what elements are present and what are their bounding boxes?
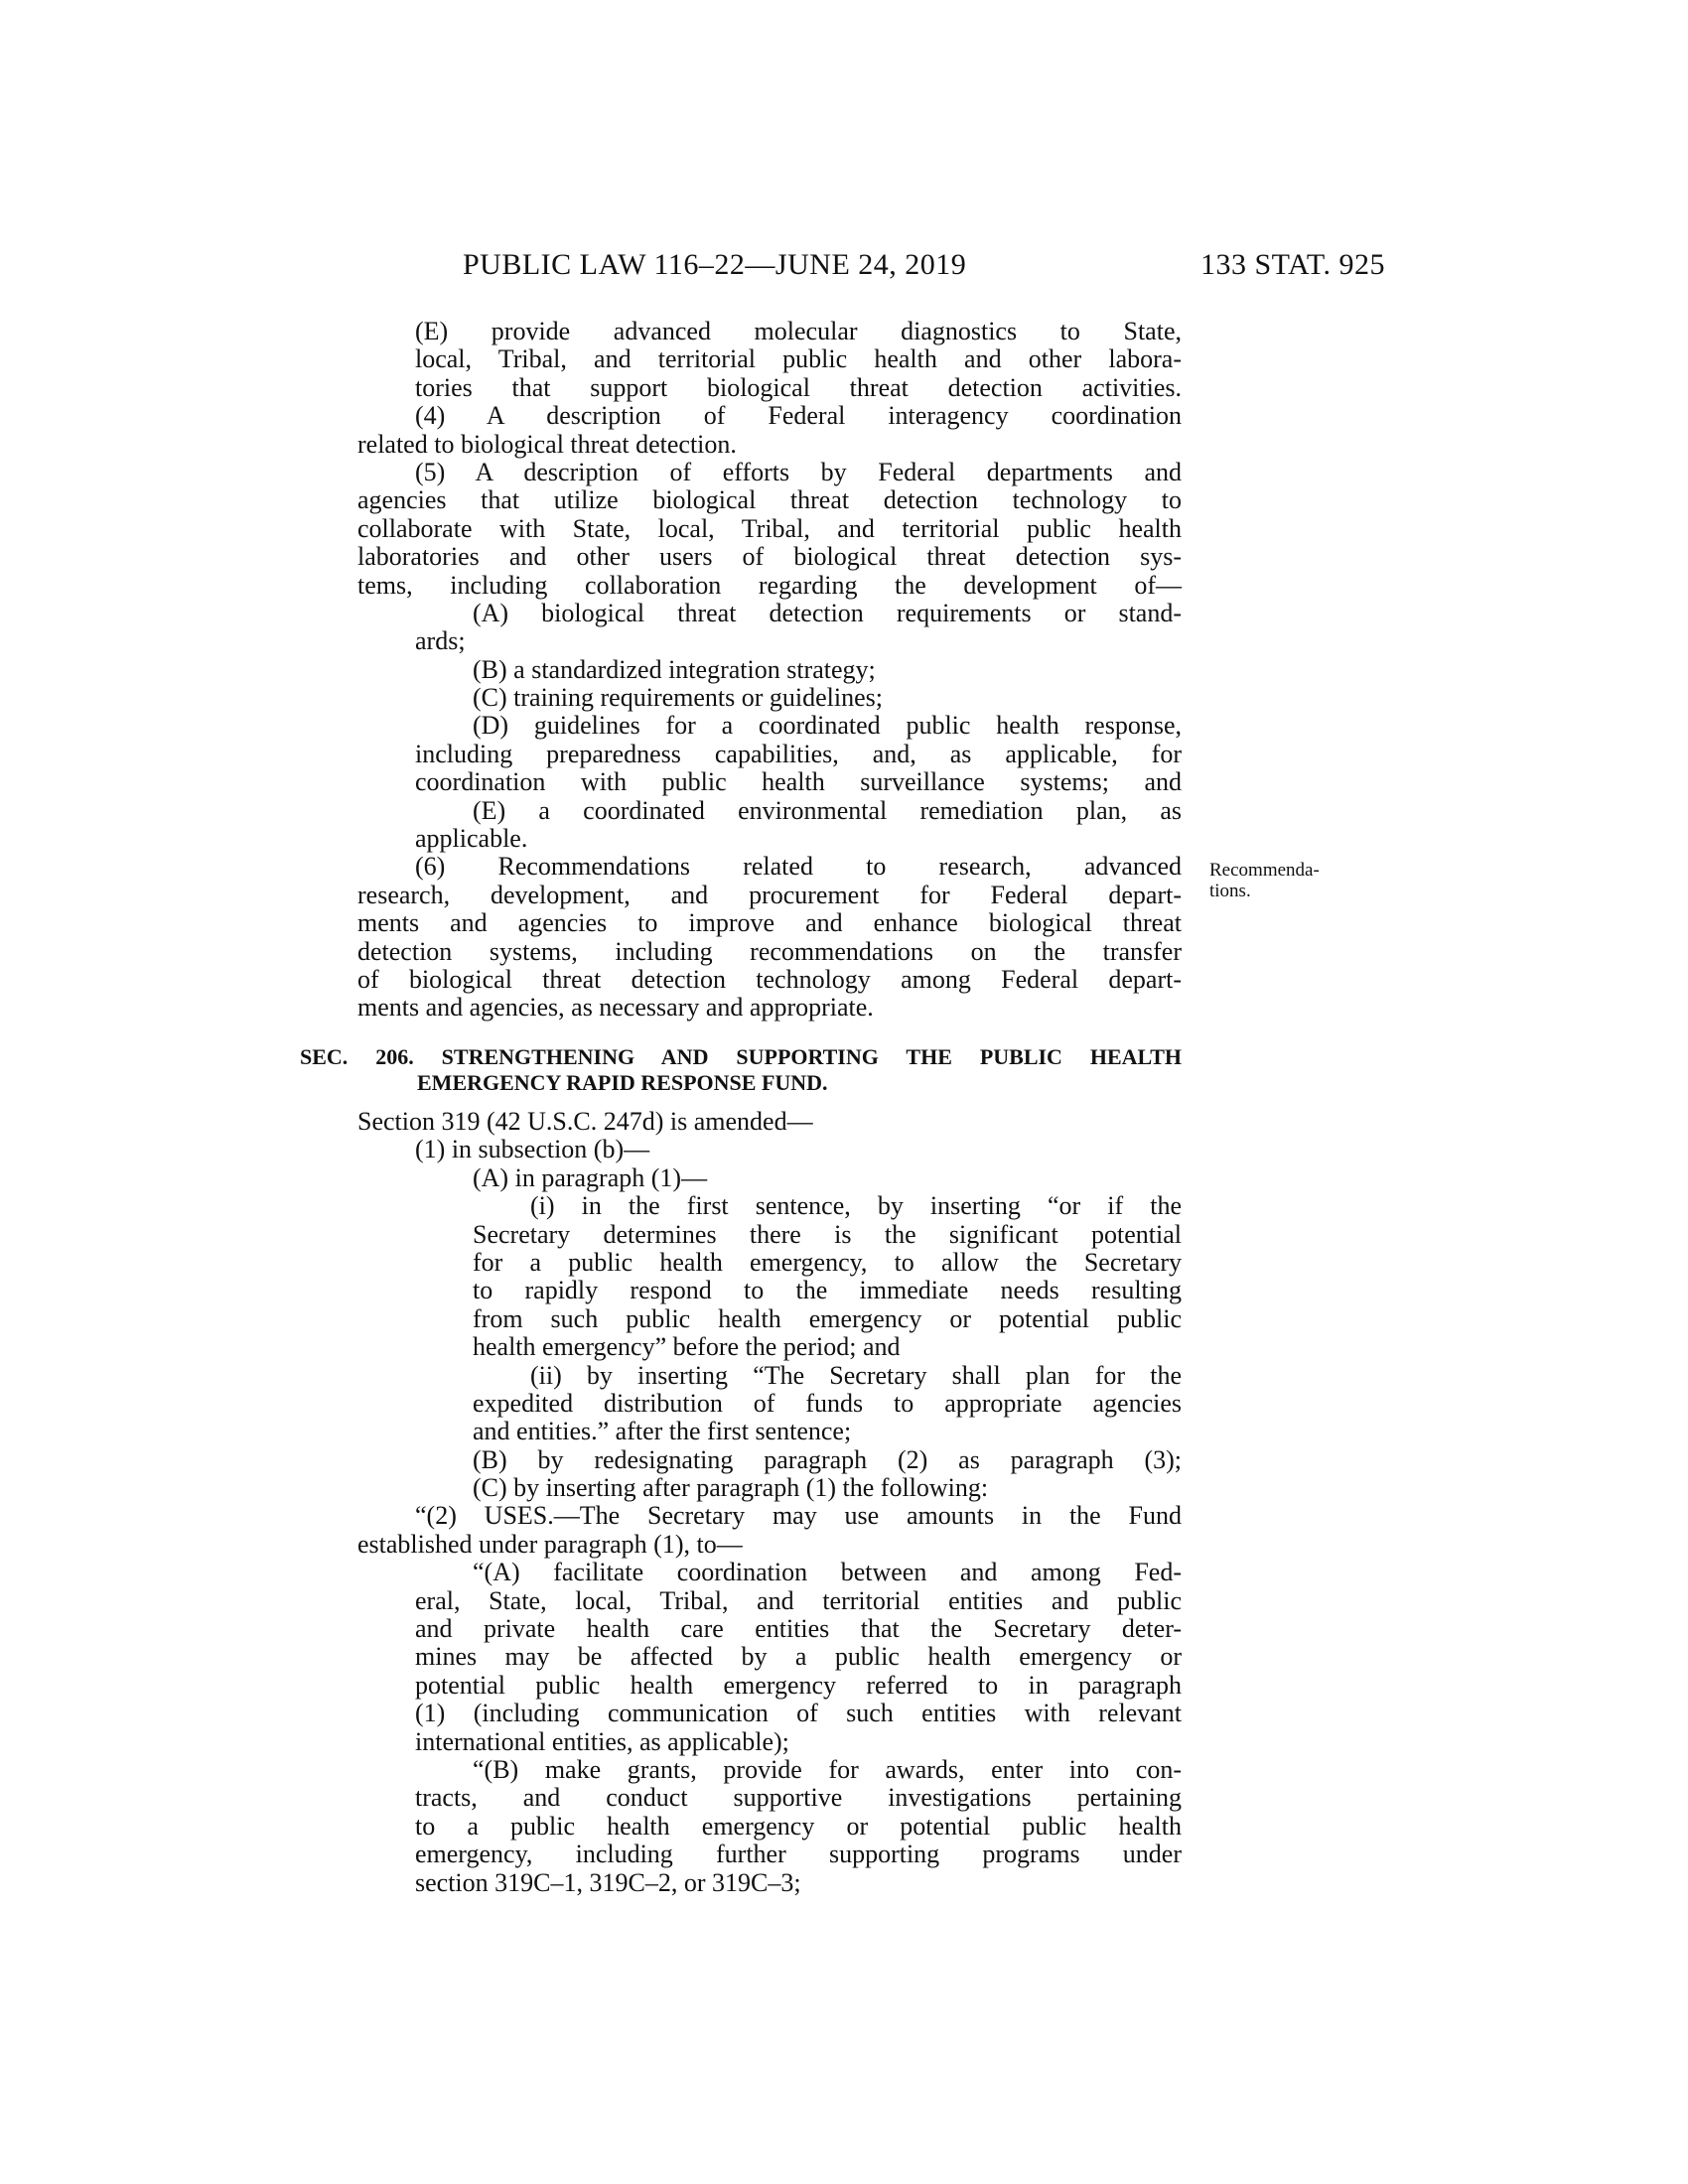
section-heading-line: EMERGENCY RAPID RESPONSE FUND.	[417, 1070, 828, 1095]
section-heading	[300, 1044, 1182, 1096]
text-line: (1) (including communication of such entities with relevant	[415, 1699, 1182, 1728]
text-line: ments and agencies to improve and enhance biological threat	[357, 908, 1182, 938]
text-line	[357, 1502, 1182, 1530]
text-line: (D) guidelines for a coordinated public health response,	[473, 711, 1182, 741]
text-block-2	[357, 1108, 1182, 1897]
text-line: (ii) by inserting “The Secretary shall plan for the	[530, 1360, 1182, 1390]
text-line: (B) a standardized integration strategy;	[473, 654, 876, 684]
text-line: tems, including collaboration regarding the development of—	[357, 570, 1182, 600]
page-header	[357, 248, 1385, 288]
text-line: “(A) facilitate coordination between and among Fed-	[473, 1558, 1182, 1587]
text-line: for a public health emergency, to allow the Secretary	[473, 1247, 1182, 1277]
text-line: to rapidly respond to the immediate needs resulting	[473, 1276, 1182, 1305]
text-line: (C) by inserting after paragraph (1) the following:	[473, 1473, 989, 1503]
statute-page-number: 133 STAT. 925	[1199, 248, 1385, 281]
text-line: mines may be affected by a public health emergency or	[415, 1642, 1182, 1672]
text-line: (A) biological threat detection requirements or stand-	[473, 598, 1182, 627]
text-line: international entities, as applicable);	[415, 1726, 789, 1756]
text-line: established under paragraph (1), to—	[357, 1529, 743, 1559]
text-line: (5) A description of efforts by Federal departments and	[415, 457, 1182, 486]
text-line: (i) in the first sentence, by inserting “or if the	[530, 1191, 1182, 1221]
text-line: coordination with public health surveillance systems; and	[415, 767, 1182, 797]
text-line: research, development, and procurement for Federal depart-	[357, 880, 1182, 909]
text-line: eral, State, local, Tribal, and territorial entities and public	[415, 1585, 1182, 1615]
text-line: applicable.	[415, 824, 528, 854]
text-line: of biological threat detection technology among Federal depart-	[357, 964, 1182, 994]
text-line: laboratories and other users of biological threat detection sys-	[357, 542, 1182, 572]
text-line: emergency, including further supporting programs under	[415, 1840, 1182, 1869]
text-line: tracts, and conduct supportive investigations pertaining	[415, 1783, 1182, 1813]
text-line: “(B) make grants, provide for awards, enter into con-	[473, 1754, 1182, 1784]
text-line: and private health care entities that the Secretary deter-	[415, 1614, 1182, 1644]
text-line: potential public health emergency referred to in paragraph	[415, 1670, 1182, 1700]
margin-note-line: tions.	[1209, 881, 1251, 901]
text-line: detection systems, including recommendations on the transfer	[357, 936, 1182, 966]
text-line: (C) training requirements or guidelines;	[473, 683, 884, 713]
text-line: ards;	[415, 626, 466, 656]
text-line: local, Tribal, and territorial public health and other labora-	[415, 344, 1182, 374]
text-line: from such public health emergency or potential public	[473, 1303, 1182, 1333]
text-line: (1) in subsection (b)—	[415, 1135, 650, 1164]
text-line: (4) A description of Federal interagency coordination	[415, 401, 1182, 431]
text-line: section 319C–1, 319C–2, or 319C–3;	[415, 1867, 801, 1897]
text-line: health emergency” before the period; and	[473, 1332, 901, 1362]
uses-heading: USES	[484, 1501, 548, 1531]
uses-number: “(2)	[415, 1501, 457, 1531]
text-line: (E) a coordinated environmental remediation plan, as	[473, 795, 1182, 825]
margin-note	[1209, 860, 1348, 901]
text-line: (E) provide advanced molecular diagnostics to State,	[415, 317, 1182, 345]
text-line: related to biological threat detection.	[357, 429, 737, 459]
text-line: Section 319 (42 U.S.C. 247d) is amended—	[357, 1107, 813, 1136]
text-line: including preparedness capabilities, and, as applicable, for	[415, 739, 1182, 768]
text-line: agencies that utilize biological threat detection technology to	[357, 485, 1182, 515]
uses-text: .—The Secretary may use amounts in the Fund	[547, 1501, 1182, 1531]
public-law-title: PUBLIC LAW 116–22—JUNE 24, 2019	[463, 248, 967, 281]
section-heading-line: SEC. 206. STRENGTHENING AND SUPPORTING THE PUBLIC HEALTH	[300, 1044, 1182, 1069]
text-line: (6) Recommendations related to research, advanced	[415, 852, 1182, 882]
text-line: (A) in paragraph (1)—	[473, 1162, 708, 1192]
text-block-1	[357, 318, 1182, 1023]
text-line: to a public health emergency or potential public health	[415, 1811, 1182, 1841]
text-line: ments and agencies, as necessary and appropriate.	[357, 993, 874, 1023]
margin-note-line: Recommenda-	[1209, 860, 1320, 881]
text-line: tories that support biological threat detection activities.	[415, 372, 1182, 402]
text-line: expedited distribution of funds to appropriate agencies	[473, 1388, 1182, 1418]
text-line: Secretary determines there is the significant potential	[473, 1219, 1182, 1249]
text-line: and entities.” after the first sentence;	[473, 1417, 852, 1446]
text-line: (B) by redesignating paragraph (2) as paragraph (3);	[473, 1444, 1182, 1474]
text-line: collaborate with State, local, Tribal, and territorial public health	[357, 513, 1182, 543]
